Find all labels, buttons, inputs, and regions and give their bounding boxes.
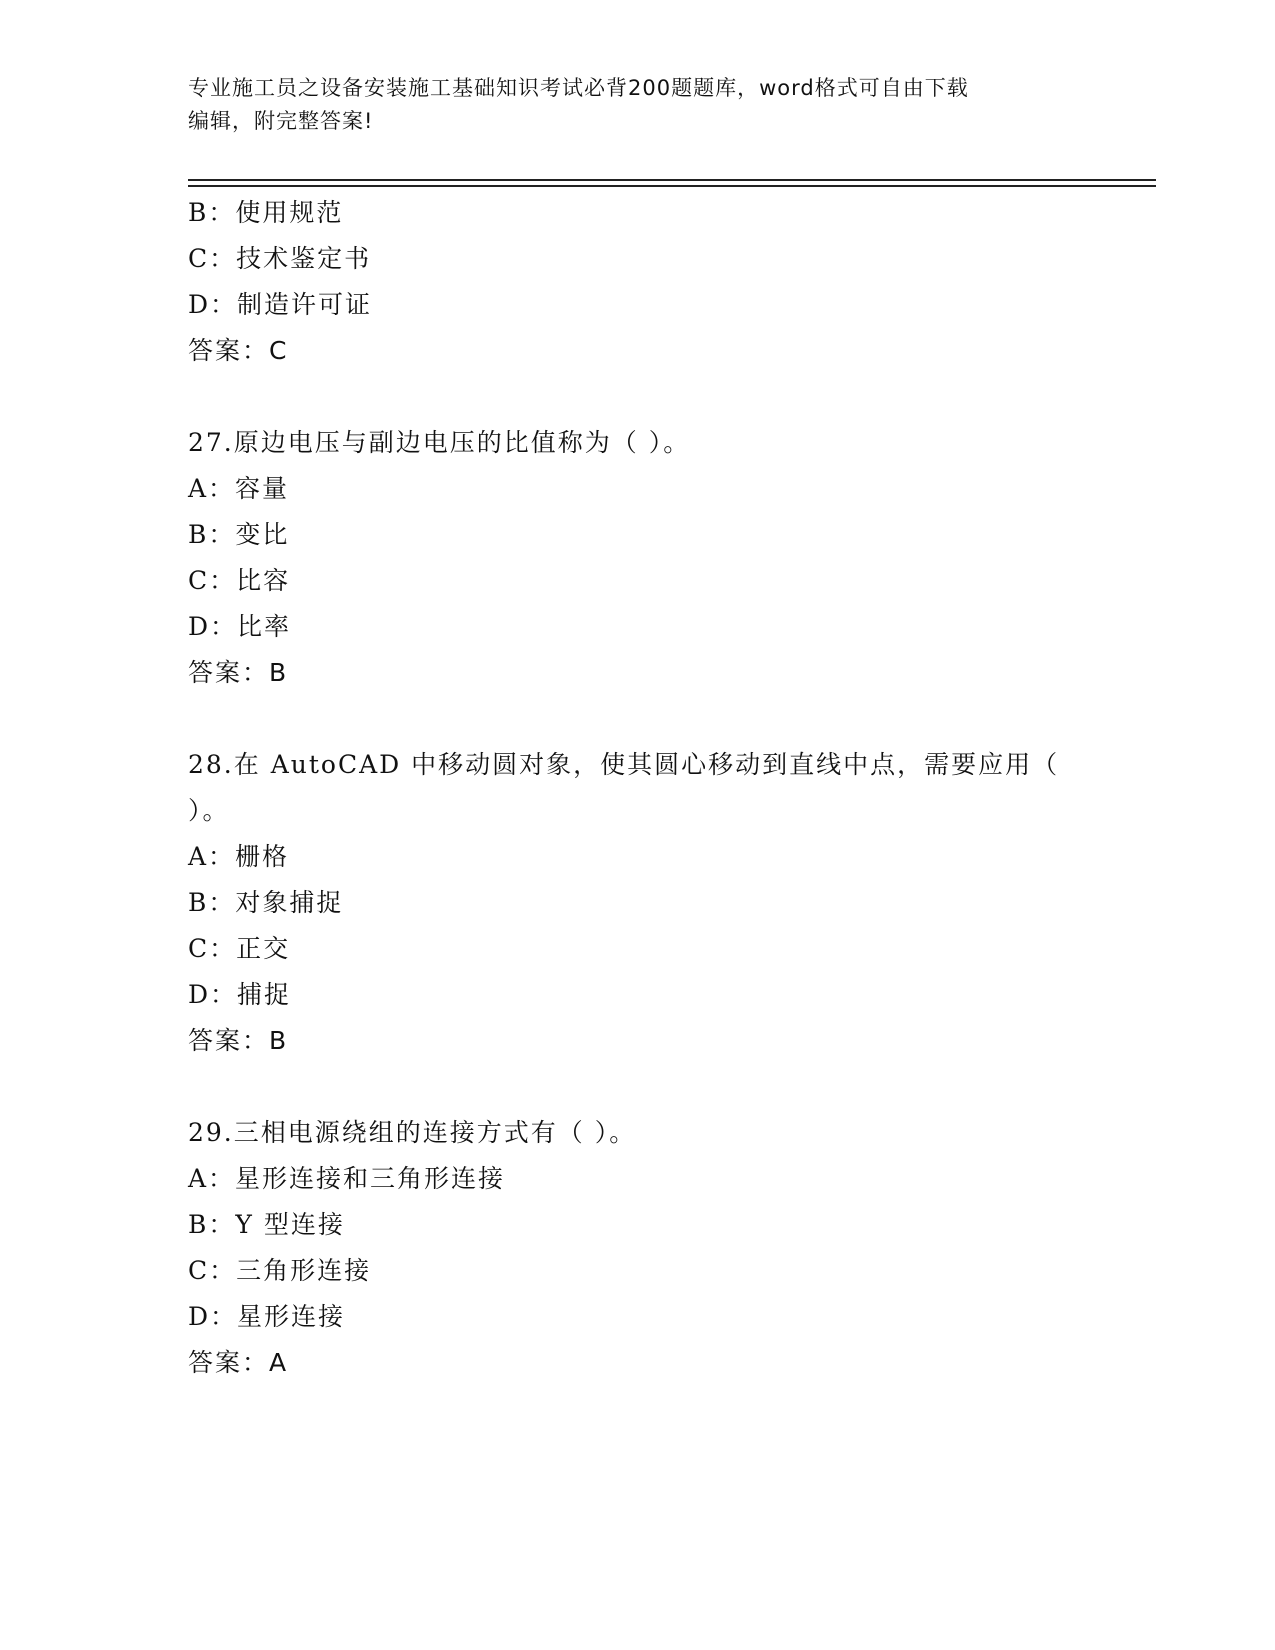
- question-list: [188, 190, 1088, 1386]
- option-d: D：星形连接: [188, 1302, 346, 1331]
- question-26-block: [188, 190, 1088, 374]
- option-b: B：使用规范: [188, 198, 344, 227]
- header-divider-top: [188, 179, 1156, 181]
- answer-line: 答案：C: [188, 336, 289, 365]
- answer-line: 答案：B: [188, 658, 289, 687]
- option-c: C：正交: [188, 934, 291, 963]
- header-title-line-1: 专业施工员之设备安装施工基础知识考试必背200题题库，word格式可自由下载: [188, 76, 969, 100]
- question-text: 27.原边电压与副边电压的比值称为（ ）。: [188, 428, 691, 457]
- header-divider-bottom: [188, 185, 1156, 187]
- answer-line: 答案：B: [188, 1026, 289, 1055]
- spacer: [188, 374, 1088, 420]
- option-a: A：栅格: [188, 842, 290, 871]
- answer-line: 答案：A: [188, 1348, 289, 1377]
- option-b: B：变比: [188, 520, 290, 549]
- header-title-line-2: 编辑，附完整答案!: [188, 109, 374, 133]
- question-text-line-1: 28.在 AutoCAD 中移动圆对象，使其圆心移动到直线中点，需要应用（: [188, 750, 1060, 779]
- question-28-block: [188, 742, 1088, 1064]
- question-text: 29.三相电源绕组的连接方式有（ ）。: [188, 1118, 637, 1147]
- question-29-block: [188, 1110, 1088, 1386]
- option-c: C：技术鉴定书: [188, 244, 372, 273]
- question-27-block: [188, 420, 1088, 696]
- option-d: D：制造许可证: [188, 290, 373, 319]
- option-d: D：比率: [188, 612, 292, 641]
- option-b: B：对象捕捉: [188, 888, 344, 917]
- option-c: C：比容: [188, 566, 291, 595]
- question-text-line-2: ）。: [188, 796, 230, 825]
- option-a: A：星形连接和三角形连接: [188, 1164, 506, 1193]
- spacer: [188, 696, 1088, 742]
- option-b: B：Y 型连接: [188, 1210, 345, 1239]
- spacer: [188, 1064, 1088, 1110]
- option-d: D：捕捉: [188, 980, 292, 1009]
- option-a: A：容量: [188, 474, 290, 503]
- option-c: C：三角形连接: [188, 1256, 372, 1285]
- document-header: [188, 72, 1068, 138]
